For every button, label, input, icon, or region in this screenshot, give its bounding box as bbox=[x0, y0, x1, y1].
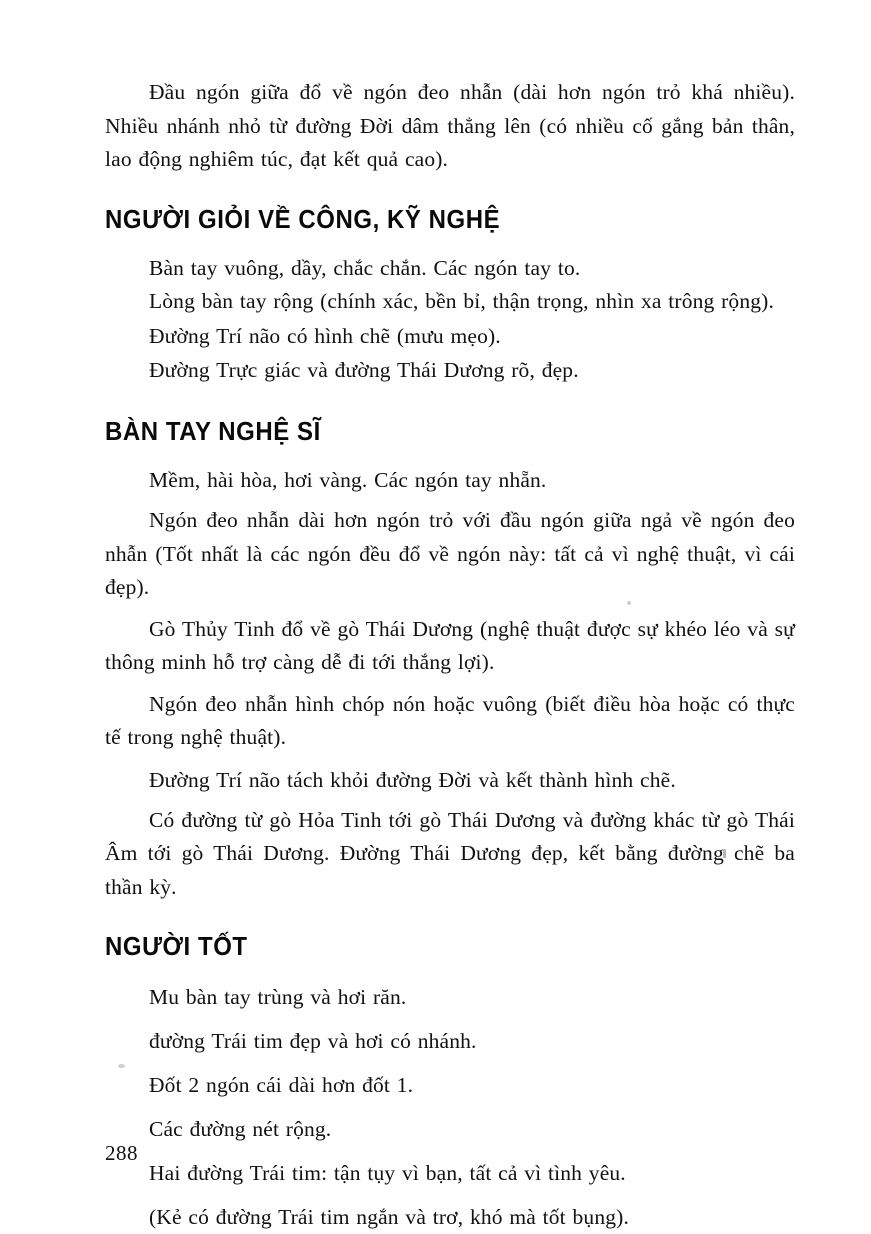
section-1-line-3: Đường Trí não có hình chẽ (mưu mẹo). bbox=[149, 324, 501, 348]
paragraph-spacer bbox=[105, 1146, 795, 1156]
paragraph-spacer bbox=[105, 606, 795, 613]
page-content bbox=[105, 76, 795, 1234]
section-3-line-1: Mu bàn tay trùng và hơi răn. bbox=[149, 985, 407, 1009]
section-1-line-2: Lòng bàn tay rộng (chính xác, bền bỉ, thận trọng, nhìn xa trông rộng). bbox=[149, 288, 774, 313]
section-1-line-4: Đường Trực giác và đường Thái Dương rõ, đẹp. bbox=[149, 358, 579, 382]
paragraph-spacer bbox=[105, 1190, 795, 1200]
section-1-line-1: Bàn tay vuông, dầy, chắc chắn. Các ngón tay to. bbox=[149, 255, 581, 280]
section-heading-ban-tay-nghe-si: BÀN TAY NGHỆ SĨ bbox=[105, 418, 321, 446]
paragraph-spacer bbox=[105, 681, 795, 688]
section-3-line-5: Hai đường Trái tim: tận tụy vì bạn, tất cả vì tình yêu. bbox=[149, 1161, 626, 1185]
section-3-line-6: (Kẻ có đường Trái tim ngắn và trơ, khó mà tốt bụng). bbox=[149, 1205, 629, 1229]
section-2-line-3: Gò Thủy Tinh đổ về gò Thái Dương (nghệ thuật được sự khéo léo và sự thông minh hỗ trợ càng dễ đi tới thắng lợi). bbox=[105, 616, 795, 674]
page-number: 288 bbox=[105, 1141, 138, 1165]
paragraph-spacer bbox=[105, 1014, 795, 1024]
section-2-line-1: Mềm, hài hòa, hơi vàng. Các ngón tay nhẵn. bbox=[149, 468, 547, 492]
intro-paragraph: Đầu ngón giữa đổ về ngón đeo nhẫn (dài hơn ngón trỏ khá nhiều). Nhiều nhánh nhỏ từ đường Đời dâm thẳng lên (có nhiều cố gắng bản thân, lao động nghiêm túc, đạt kết quả cao). bbox=[105, 80, 795, 171]
section-3-line-2: đường Trái tim đẹp và hơi có nhánh. bbox=[149, 1029, 477, 1053]
paragraph-spacer bbox=[105, 1058, 795, 1068]
paragraph-spacer bbox=[105, 797, 795, 804]
section-2-line-2: Ngón đeo nhẫn dài hơn ngón trỏ với đầu ngón giữa ngả về ngón đeo nhẫn (Tốt nhất là các ngón đều đổ về ngón này: tất cả vì nghệ thuật, vì cái đẹp). bbox=[105, 508, 795, 599]
section-3-line-3: Đốt 2 ngón cái dài hơn đốt 1. bbox=[149, 1073, 414, 1097]
section-2-line-6: Có đường từ gò Hỏa Tinh tới gò Thái Dương và đường khác từ gò Thái Âm tới gò Thái Dương. Đường Thái Dương đẹp, kết bằng đường chẽ ba thần kỳ. bbox=[105, 807, 795, 899]
section-2-line-4: Ngón đeo nhẫn hình chóp nón hoặc vuông (biết điều hòa hoặc có thực tế trong nghệ thuật). bbox=[105, 691, 795, 749]
section-2-line-5: Đường Trí não tách khỏi đường Đời và kết thành hình chẽ. bbox=[149, 767, 676, 792]
paragraph-spacer bbox=[105, 756, 795, 763]
paragraph-spacer bbox=[105, 1102, 795, 1112]
section-3-line-4: Các đường nét rộng. bbox=[149, 1117, 332, 1141]
section-heading-cong-ky-nghe: NGƯỜI GIỎI VỀ CÔNG, KỸ NGHỆ bbox=[105, 205, 501, 234]
paragraph-spacer bbox=[105, 497, 795, 504]
section-heading-nguoi-tot: NGƯỜI TỐT bbox=[105, 933, 248, 961]
